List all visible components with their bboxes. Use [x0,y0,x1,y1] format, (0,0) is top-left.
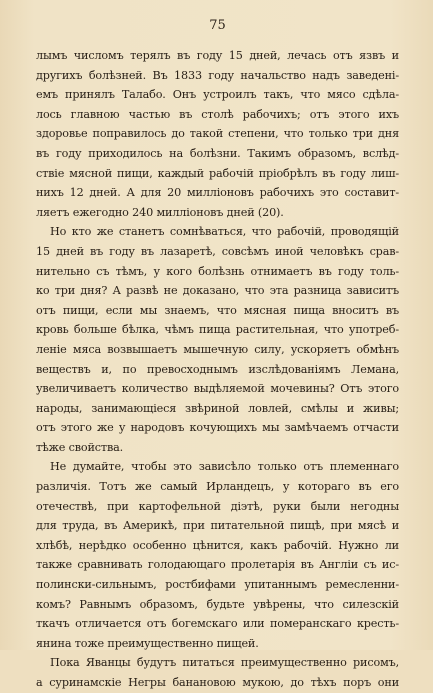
text-line: ляетъ ежегодно 240 милліоновъ дней (20). [36,205,284,219]
text-line: другихъ болѣзней. Въ 1833 году начальство надъ заведені- [36,68,399,82]
text-line: кровь больше бѣлка, чѣмъ пища растительная, что употреб- [36,323,399,337]
text-line: въ году приходилось на болѣзни. Такимъ образомъ, вслѣд- [36,146,399,160]
text-line: увеличиваетъ количество выдѣляемой мочевины? Отъ этого [36,382,399,396]
text-line: лымъ числомъ терялъ въ году 15 дней, лечась отъ язвъ и [36,49,399,62]
text-line: Но кто же станетъ сомнѣваться, что рабочій, проводящій [50,225,399,239]
text-line: для труда, въ Америкѣ, при питательной пищѣ, при мясѣ и [36,519,399,533]
text-line: отечествѣ, при картофельной діэтѣ, руки были негодны [36,499,399,513]
text-line: янина тоже преимущественно пищей. [36,636,259,650]
text-line: также сравнивать голодающаго пролетарія въ Англіи съ ис- [36,558,399,572]
text-line: ткачъ отличается отъ богемскаго или померанскаго кресть- [36,617,399,631]
text-line: комъ? Равнымъ образомъ, будьте увѣрены, что силезскій [36,597,399,611]
text-line: хлѣбѣ, нерѣдко особенно цѣнится, какъ рабочій. Нужно ли [36,538,399,552]
text-line: лось главною частью въ столѣ рабочихъ; отъ этого ихъ [36,107,399,121]
text-line: народы, занимающіеся звѣриной ловлей, смѣлы и живы; [36,401,399,415]
text-line: отъ этого же у народовъ кочующихъ мы замѣчаемъ отчасти [36,421,399,435]
text-line: емъ принялъ Талабо. Онъ устроилъ такъ, что мясо сдѣла- [36,88,399,102]
body-text [36,46,399,693]
text-line: тѣже свойства. [36,440,124,454]
text-line: полински-сильнымъ, ростбифами упитаннымъ ремесленни- [36,578,399,592]
text-line: Пока Яванцы будутъ питаться преимущественно рисомъ, [50,656,399,670]
text-line: а суринамскіе Негры банановою мукою, до тѣхъ поръ они [36,676,399,689]
text-line: веществъ и, по превосходнымъ изслѣдованіямъ Лемана, [36,362,399,376]
text-line: различія. Тотъ же самый Ирландецъ, у котораго въ его [36,480,399,494]
text-line: нительно съ тѣмъ, у кого болѣзнь отнимаетъ въ году толь- [36,264,399,278]
text-line: отъ пищи, если мы знаемъ, что мясная пища вноситъ въ [36,303,399,317]
text-line: Не думайте, чтобы это зависѣло только отъ племеннаго [50,460,399,474]
text-line: здоровье поправилось до такой степени, что только три дня [36,127,399,141]
text-line: ко три дня? А развѣ не доказано, что эта разница зависитъ [36,284,399,298]
text-line: 15 дней въ году въ лазаретѣ, совсѣмъ иной человѣкъ срав- [36,244,399,258]
text-line: леніе мяса возвышаетъ мышечную силу, ускоряетъ обмѣнъ [36,342,399,356]
text-line: нихъ 12 дней. А для 20 милліоновъ рабочихъ это составит- [36,186,399,200]
page-number: 75 [209,18,226,33]
text-line: ствіе мясной пищи, каждый рабочій пріобрѣлъ въ году лиш- [36,166,399,180]
